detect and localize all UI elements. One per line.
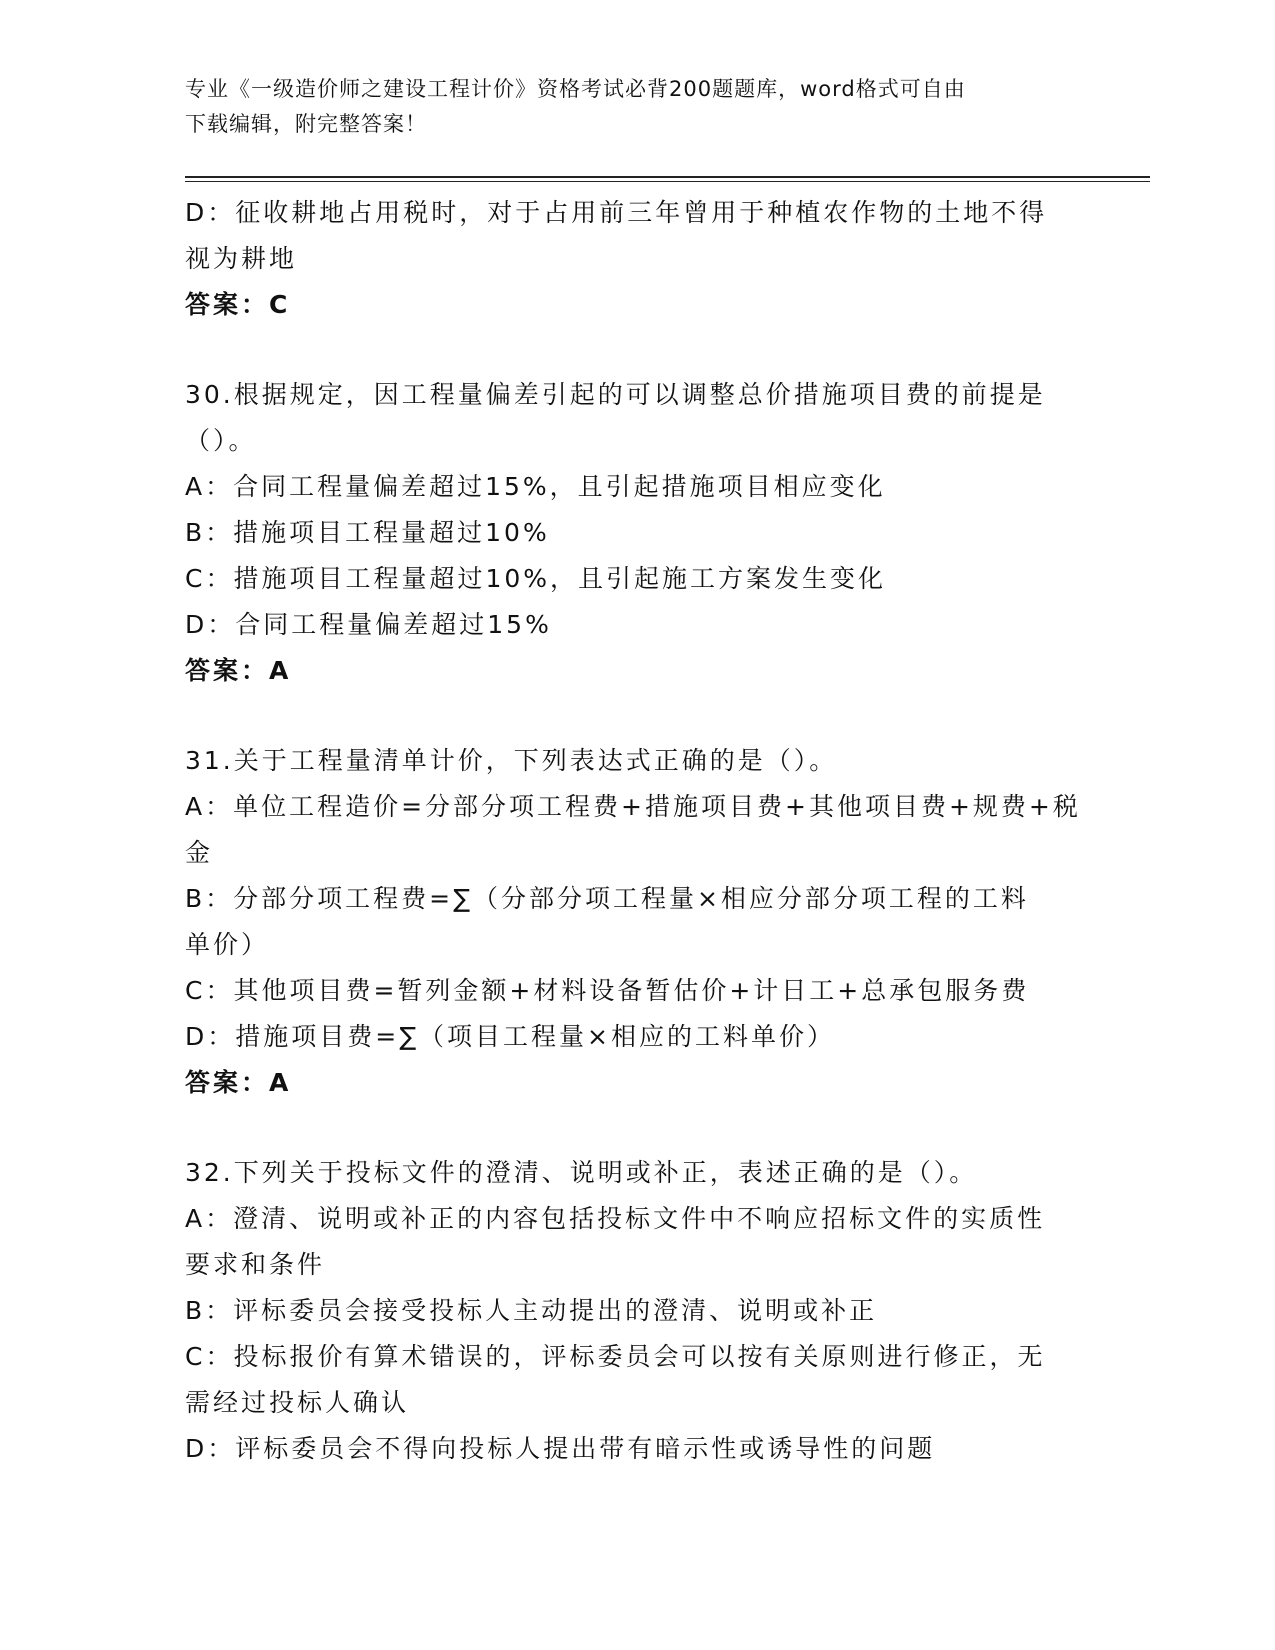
header-line-2: 下载编辑，附完整答案！: [185, 112, 427, 136]
option-d: D：评标委员会不得向投标人提出带有暗示性或诱导性的问题: [185, 1434, 936, 1463]
question-31: [185, 738, 1085, 1106]
option-b: B：评标委员会接受投标人主动提出的澄清、说明或补正: [185, 1296, 878, 1325]
option-d: D：合同工程量偏差超过15%: [185, 610, 552, 639]
option-a: A：单位工程造价=分部分项工程费+措施项目费+其他项目费+规费+税: [185, 792, 1081, 821]
answer-label: 答案：C: [185, 290, 291, 319]
option-c: C：投标报价有算术错误的，评标委员会可以按有关原则进行修正，无: [185, 1342, 1046, 1371]
option-c-continued: 需经过投标人确认: [185, 1388, 410, 1417]
header-divider-thick: [185, 176, 1150, 178]
option-a: A：合同工程量偏差超过15%，且引起措施项目相应变化: [185, 472, 886, 501]
option-b: B：措施项目工程量超过10%: [185, 518, 550, 547]
option-d-continued: 视为耕地: [185, 244, 298, 273]
document-header: [185, 72, 1075, 142]
question-stem: 30.根据规定，因工程量偏差引起的可以调整总价措施项目费的前提是: [185, 380, 1046, 409]
question-stem-continued: （）。: [185, 426, 257, 455]
option-a-continued: 要求和条件: [185, 1250, 326, 1279]
question-32: [185, 1150, 1085, 1472]
answer-label: 答案：A: [185, 1068, 292, 1097]
option-a-continued: 金: [185, 838, 214, 867]
option-d: D：措施项目费=∑（项目工程量×相应的工料单价）: [185, 1022, 835, 1051]
question-29-tail: [185, 190, 1085, 328]
option-c: C：其他项目费=暂列金额+材料设备暂估价+计日工+总承包服务费: [185, 976, 1030, 1005]
answer-label: 答案：A: [185, 656, 292, 685]
question-list: [185, 190, 1085, 1472]
option-c: C：措施项目工程量超过10%，且引起施工方案发生变化: [185, 564, 887, 593]
header-divider-thin: [185, 181, 1150, 182]
option-b-continued: 单价）: [185, 930, 270, 959]
option-b: B：分部分项工程费=∑（分部分项工程量×相应分部分项工程的工料: [185, 884, 1029, 913]
option-d: D：征收耕地占用税时，对于占用前三年曾用于种植农作物的土地不得: [185, 198, 1048, 227]
header-line-1: 专业《一级造价师之建设工程计价》资格考试必背200题题库，word格式可自由: [185, 77, 966, 101]
option-a: A：澄清、说明或补正的内容包括投标文件中不响应招标文件的实质性: [185, 1204, 1046, 1233]
question-stem: 32.下列关于投标文件的澄清、说明或补正，表述正确的是（）。: [185, 1158, 978, 1187]
question-stem: 31.关于工程量清单计价，下列表达式正确的是（）。: [185, 746, 838, 775]
question-30: [185, 372, 1085, 694]
